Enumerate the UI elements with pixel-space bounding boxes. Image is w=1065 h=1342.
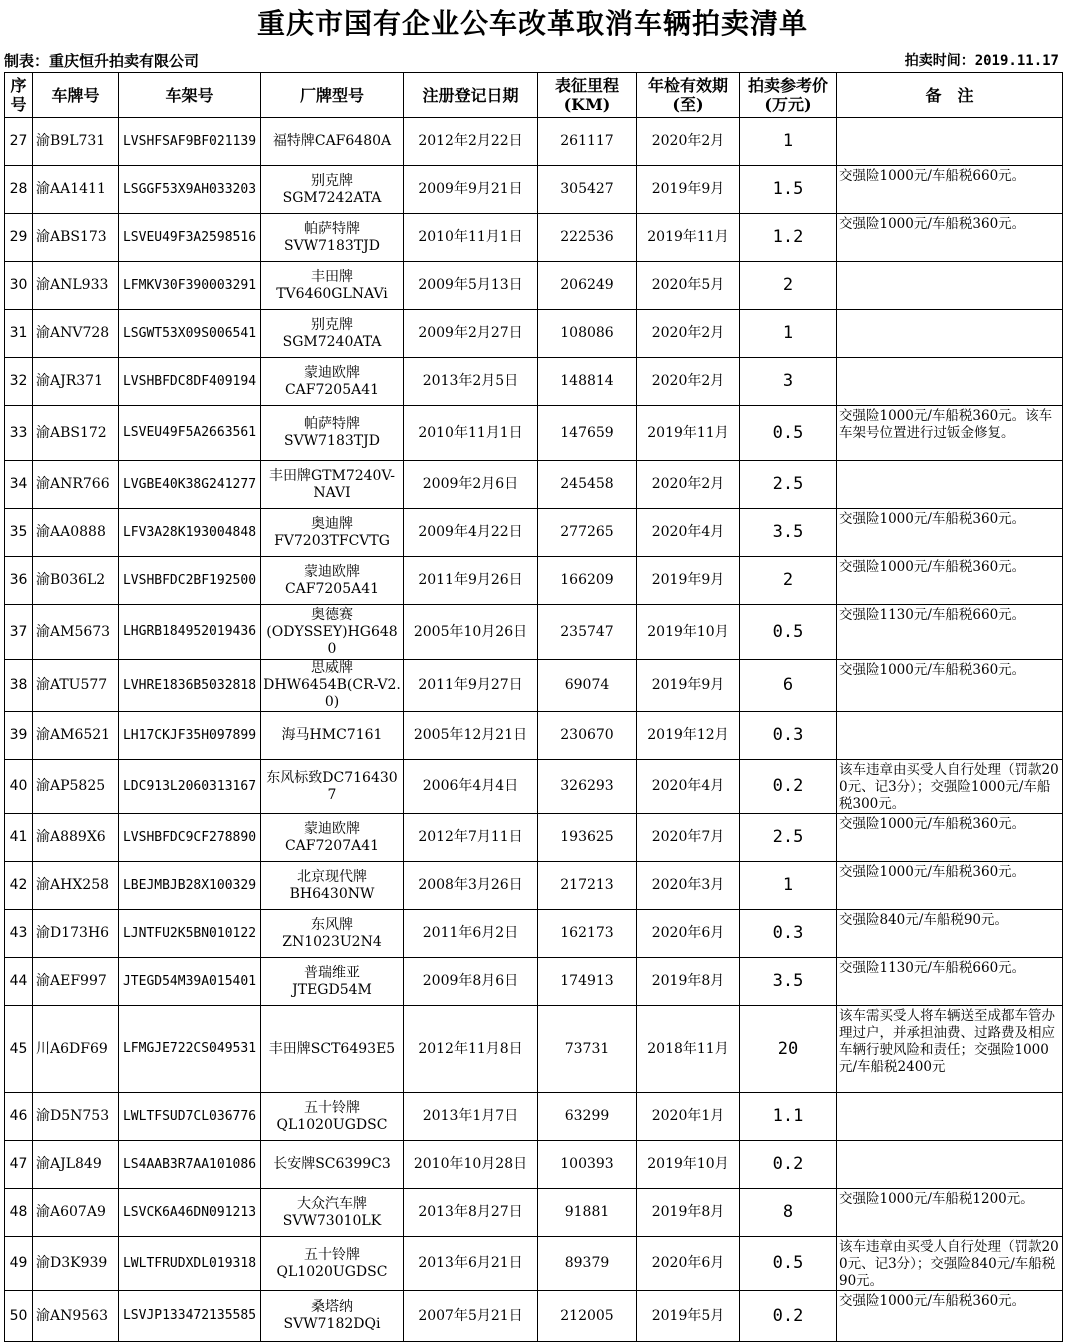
row-reg-date: 2013年1月7日: [404, 1093, 538, 1141]
row-reg-date: 2009年2月27日: [404, 310, 538, 358]
row-plate: 渝ANV728: [33, 310, 119, 358]
row-inspection: 2019年10月: [637, 1141, 740, 1189]
row-inspection: 2020年3月: [637, 862, 740, 910]
row-vin: LSGWT53X09S006541: [119, 310, 261, 358]
row-reg-date: 2009年9月21日: [404, 166, 538, 214]
row-inspection: 2019年8月: [637, 1189, 740, 1237]
row-vin: LVSHBFDC8DF409194: [119, 358, 261, 406]
row-inspection: 2019年9月: [637, 557, 740, 605]
row-seq: 33: [5, 406, 33, 461]
row-plate: 渝AJR371: [33, 358, 119, 406]
row-inspection: 2020年2月: [637, 118, 740, 166]
row-vin: LVHRE1836B5032818: [119, 660, 261, 712]
row-model: 桑塔纳 SVW7182DQi: [261, 1291, 404, 1342]
table-row: [5, 1006, 1063, 1093]
row-seq: 37: [5, 605, 33, 660]
row-inspection: 2020年4月: [637, 760, 740, 814]
row-reg-date: 2012年2月22日: [404, 118, 538, 166]
row-price: 2.5: [740, 814, 837, 862]
row-price: 0.3: [740, 712, 837, 760]
row-mileage: 217213: [538, 862, 637, 910]
row-seq: 32: [5, 358, 33, 406]
table-row: [5, 660, 1063, 712]
auction-time-label: 拍卖时间：2019.11.17: [904, 53, 1059, 69]
row-seq: 36: [5, 557, 33, 605]
col-header-model: 厂牌型号: [261, 73, 404, 118]
table-row: [5, 958, 1063, 1006]
table-row: [5, 118, 1063, 166]
row-plate: 渝A607A9: [33, 1189, 119, 1237]
row-model: 帕萨特牌 SVW7183TJD: [261, 406, 404, 461]
row-mileage: 89379: [538, 1237, 637, 1291]
col-header-vin: 车架号: [119, 73, 261, 118]
row-mileage: 230670: [538, 712, 637, 760]
row-seq: 50: [5, 1291, 33, 1342]
row-vin: LSVJP133472135585: [119, 1291, 261, 1342]
row-seq: 35: [5, 509, 33, 557]
row-model: 帕萨特牌 SVW7183TJD: [261, 214, 404, 262]
table-row: [5, 1093, 1063, 1141]
table-row: [5, 310, 1063, 358]
row-price: 8: [740, 1189, 837, 1237]
row-note: 交强险1000元/车船税360元。: [837, 509, 1063, 557]
row-inspection: 2018年11月: [637, 1006, 740, 1093]
row-model: 丰田牌SCT6493E5: [261, 1006, 404, 1093]
row-mileage: 193625: [538, 814, 637, 862]
row-mileage: 91881: [538, 1189, 637, 1237]
row-model: 蒙迪欧牌 CAF7205A41: [261, 557, 404, 605]
row-model: 五十铃牌 QL1020UGDSC: [261, 1237, 404, 1291]
row-seq: 46: [5, 1093, 33, 1141]
row-model: 思威牌 DHW6454B(CR-V2.0): [261, 660, 404, 712]
row-vin: LVSHBFDC2BF192500: [119, 557, 261, 605]
row-note: 交强险1000元/车船税660元。: [837, 166, 1063, 214]
row-vin: LWLTFRUDXDL019318: [119, 1237, 261, 1291]
row-inspection: 2019年9月: [637, 166, 740, 214]
row-reg-date: 2013年6月21日: [404, 1237, 538, 1291]
row-seq: 39: [5, 712, 33, 760]
row-vin: LWLTFSUD7CL036776: [119, 1093, 261, 1141]
row-reg-date: 2005年10月26日: [404, 605, 538, 660]
row-plate: 渝AM6521: [33, 712, 119, 760]
row-note: [837, 1093, 1063, 1141]
row-mileage: 147659: [538, 406, 637, 461]
row-model: 蒙迪欧牌 CAF7205A41: [261, 358, 404, 406]
row-vin: LDC913L2060313167: [119, 760, 261, 814]
row-price: 1: [740, 118, 837, 166]
row-price: 0.5: [740, 1237, 837, 1291]
row-vin: LVGBE40K38G241277: [119, 461, 261, 509]
row-plate: 渝AP5825: [33, 760, 119, 814]
row-note: 交强险1000元/车船税360元。: [837, 660, 1063, 712]
row-note: 交强险1000元/车船税360元。: [837, 862, 1063, 910]
col-header-reg-date: 注册登记日期: [404, 73, 538, 118]
row-price: 1: [740, 310, 837, 358]
table-row: [5, 605, 1063, 660]
table-row: [5, 1189, 1063, 1237]
row-seq: 30: [5, 262, 33, 310]
row-note: [837, 262, 1063, 310]
row-note: 交强险840元/车船税90元。: [837, 910, 1063, 958]
row-note: 该车违章由买受人自行处理（罚款200元、记3分）；交强险1000元/车船税300元。: [837, 760, 1063, 814]
table-row: [5, 712, 1063, 760]
row-model: 北京现代牌 BH6430NW: [261, 862, 404, 910]
row-seq: 43: [5, 910, 33, 958]
row-mileage: 245458: [538, 461, 637, 509]
row-inspection: 2019年10月: [637, 605, 740, 660]
row-plate: 渝B9L731: [33, 118, 119, 166]
row-note: 交强险1000元/车船税360元。: [837, 557, 1063, 605]
row-plate: 渝ANL933: [33, 262, 119, 310]
row-plate: 渝D173H6: [33, 910, 119, 958]
row-plate: 渝AJL849: [33, 1141, 119, 1189]
row-mileage: 212005: [538, 1291, 637, 1342]
row-seq: 47: [5, 1141, 33, 1189]
row-price: 3.5: [740, 509, 837, 557]
row-plate: 渝D5N753: [33, 1093, 119, 1141]
row-mileage: 261117: [538, 118, 637, 166]
row-price: 0.5: [740, 406, 837, 461]
row-mileage: 108086: [538, 310, 637, 358]
table-row: [5, 406, 1063, 461]
row-inspection: 2020年2月: [637, 358, 740, 406]
row-model: 奥迪牌 FV7203TFCVTG: [261, 509, 404, 557]
row-price: 0.2: [740, 1291, 837, 1342]
row-price: 2: [740, 262, 837, 310]
row-vin: LFMGJE722CS049531: [119, 1006, 261, 1093]
row-seq: 31: [5, 310, 33, 358]
row-model: 丰田牌GTM7240V-NAVI: [261, 461, 404, 509]
row-note: [837, 358, 1063, 406]
row-reg-date: 2010年10月28日: [404, 1141, 538, 1189]
row-mileage: 206249: [538, 262, 637, 310]
row-vin: LSVCK6A46DN091213: [119, 1189, 261, 1237]
row-plate: 渝AA1411: [33, 166, 119, 214]
row-reg-date: 2013年8月27日: [404, 1189, 538, 1237]
table-row: [5, 358, 1063, 406]
table-row: [5, 814, 1063, 862]
row-seq: 44: [5, 958, 33, 1006]
row-note: 交强险1130元/车船税660元。: [837, 958, 1063, 1006]
row-inspection: 2019年11月: [637, 406, 740, 461]
row-plate: 渝ATU577: [33, 660, 119, 712]
row-seq: 48: [5, 1189, 33, 1237]
row-price: 1: [740, 862, 837, 910]
row-note: 交强险1000元/车船税1200元。: [837, 1189, 1063, 1237]
table-row: [5, 910, 1063, 958]
row-plate: 渝ANR766: [33, 461, 119, 509]
row-seq: 38: [5, 660, 33, 712]
row-reg-date: 2010年11月1日: [404, 406, 538, 461]
row-price: 0.5: [740, 605, 837, 660]
col-header-inspection: 年检有效期 (至): [637, 73, 740, 118]
row-plate: 渝AM5673: [33, 605, 119, 660]
col-header-mileage: 表征里程 (KM): [538, 73, 637, 118]
row-model: 东风牌 ZN1023U2N4: [261, 910, 404, 958]
row-price: 0.3: [740, 910, 837, 958]
row-model: 长安牌SC6399C3: [261, 1141, 404, 1189]
table-row: [5, 1141, 1063, 1189]
table-row: [5, 461, 1063, 509]
row-mileage: 235747: [538, 605, 637, 660]
row-vin: LH17CKJF35H097899: [119, 712, 261, 760]
col-header-seq: 序 号: [5, 73, 33, 118]
row-reg-date: 2009年5月13日: [404, 262, 538, 310]
row-vin: LVSHBFDC9CF278890: [119, 814, 261, 862]
row-vin: LVSHFSAF9BF021139: [119, 118, 261, 166]
row-vin: LSVEU49F5A2663561: [119, 406, 261, 461]
row-inspection: 2019年5月: [637, 1291, 740, 1342]
row-note: [837, 461, 1063, 509]
row-note: [837, 118, 1063, 166]
table-row: [5, 1237, 1063, 1291]
table-row: [5, 262, 1063, 310]
row-price: 0.2: [740, 760, 837, 814]
row-mileage: 73731: [538, 1006, 637, 1093]
row-reg-date: 2011年6月2日: [404, 910, 538, 958]
col-header-price: 拍卖参考价 (万元): [740, 73, 837, 118]
row-mileage: 100393: [538, 1141, 637, 1189]
row-price: 1.2: [740, 214, 837, 262]
row-mileage: 63299: [538, 1093, 637, 1141]
row-mileage: 222536: [538, 214, 637, 262]
row-model: 别克牌 SGM7242ATA: [261, 166, 404, 214]
row-model: 普瑞维亚 JTEGD54M: [261, 958, 404, 1006]
row-mileage: 162173: [538, 910, 637, 958]
row-vin: LJNTFU2K5BN010122: [119, 910, 261, 958]
row-inspection: 2020年2月: [637, 310, 740, 358]
row-reg-date: 2009年4月22日: [404, 509, 538, 557]
row-inspection: 2019年8月: [637, 958, 740, 1006]
row-note: 交强险1000元/车船税360元。该车车架号位置进行过钣金修复。: [837, 406, 1063, 461]
row-reg-date: 2007年5月21日: [404, 1291, 538, 1342]
table-row: [5, 557, 1063, 605]
row-plate: 渝ABS173: [33, 214, 119, 262]
row-vin: LBEJMBJB28X100329: [119, 862, 261, 910]
row-vin: LFV3A28K193004848: [119, 509, 261, 557]
row-inspection: 2020年7月: [637, 814, 740, 862]
row-seq: 41: [5, 814, 33, 862]
row-vin: LHGRB184952019436: [119, 605, 261, 660]
table-row: [5, 760, 1063, 814]
table-row: [5, 1291, 1063, 1342]
row-note: 交强险1000元/车船税360元。: [837, 814, 1063, 862]
row-model: 海马HMC7161: [261, 712, 404, 760]
row-note: [837, 310, 1063, 358]
row-model: 别克牌 SGM7240ATA: [261, 310, 404, 358]
row-plate: 渝A889X6: [33, 814, 119, 862]
row-seq: 49: [5, 1237, 33, 1291]
row-price: 3: [740, 358, 837, 406]
row-reg-date: 2012年11月8日: [404, 1006, 538, 1093]
row-plate: 渝AN9563: [33, 1291, 119, 1342]
row-plate: 渝ABS172: [33, 406, 119, 461]
table-row: [5, 509, 1063, 557]
row-inspection: 2020年6月: [637, 910, 740, 958]
row-note: [837, 712, 1063, 760]
row-inspection: 2019年12月: [637, 712, 740, 760]
row-seq: 27: [5, 118, 33, 166]
row-reg-date: 2009年8月6日: [404, 958, 538, 1006]
row-seq: 42: [5, 862, 33, 910]
row-mileage: 277265: [538, 509, 637, 557]
row-price: 2.5: [740, 461, 837, 509]
row-inspection: 2020年6月: [637, 1237, 740, 1291]
row-reg-date: 2013年2月5日: [404, 358, 538, 406]
row-model: 福特牌CAF6480A: [261, 118, 404, 166]
row-model: 丰田牌 TV6460GLNAVi: [261, 262, 404, 310]
row-seq: 29: [5, 214, 33, 262]
row-reg-date: 2008年3月26日: [404, 862, 538, 910]
maker-label: 制表：重庆恒升拍卖有限公司: [4, 52, 200, 70]
row-seq: 45: [5, 1006, 33, 1093]
row-plate: 渝AHX258: [33, 862, 119, 910]
row-plate: 渝AEF997: [33, 958, 119, 1006]
row-model: 五十铃牌 QL1020UGDSC: [261, 1093, 404, 1141]
row-inspection: 2020年5月: [637, 262, 740, 310]
row-reg-date: 2009年2月6日: [404, 461, 538, 509]
row-mileage: 69074: [538, 660, 637, 712]
row-price: 0.2: [740, 1141, 837, 1189]
row-plate: 渝B036L2: [33, 557, 119, 605]
document-title: 重庆市国有企业公车改革取消车辆拍卖清单: [256, 7, 808, 40]
row-price: 20: [740, 1006, 837, 1093]
row-note: 该车需买受人将车辆送至成都车管办理过户，并承担油费、过路费及相应车辆行驶风险和责任；交强险1000元/车船税2400元: [837, 1006, 1063, 1093]
row-mileage: 305427: [538, 166, 637, 214]
row-inspection: 2020年4月: [637, 509, 740, 557]
row-mileage: 326293: [538, 760, 637, 814]
row-vin: LFMKV30F390003291: [119, 262, 261, 310]
row-plate: 川A6DF69: [33, 1006, 119, 1093]
row-mileage: 148814: [538, 358, 637, 406]
row-note: [837, 1141, 1063, 1189]
row-reg-date: 2005年12月21日: [404, 712, 538, 760]
auction-vehicle-table: [4, 72, 1063, 1342]
row-reg-date: 2010年11月1日: [404, 214, 538, 262]
table-row: [5, 862, 1063, 910]
row-price: 6: [740, 660, 837, 712]
row-model: 奥德赛 (ODYSSEY)HG6480: [261, 605, 404, 660]
row-model: 东风标致DC7164307: [261, 760, 404, 814]
row-inspection: 2020年2月: [637, 461, 740, 509]
row-seq: 28: [5, 166, 33, 214]
col-header-note: 备 注: [837, 73, 1063, 118]
row-vin: LS4AAB3R7AA101086: [119, 1141, 261, 1189]
row-reg-date: 2006年4月4日: [404, 760, 538, 814]
row-reg-date: 2012年7月11日: [404, 814, 538, 862]
row-mileage: 166209: [538, 557, 637, 605]
row-vin: LSVEU49F3A2598516: [119, 214, 261, 262]
row-reg-date: 2011年9月27日: [404, 660, 538, 712]
row-note: 该车违章由买受人自行处理（罚款200元、记3分）；交强险840元/车船税90元。: [837, 1237, 1063, 1291]
row-vin: LSGGF53X9AH033203: [119, 166, 261, 214]
row-seq: 40: [5, 760, 33, 814]
row-price: 3.5: [740, 958, 837, 1006]
row-model: 大众汽车牌 SVW73010LK: [261, 1189, 404, 1237]
row-note: 交强险1000元/车船税360元。: [837, 214, 1063, 262]
row-reg-date: 2011年9月26日: [404, 557, 538, 605]
table-header-row: [5, 73, 1063, 118]
row-plate: 渝D3K939: [33, 1237, 119, 1291]
row-note: 交强险1130元/车船税660元。: [837, 605, 1063, 660]
table-row: [5, 214, 1063, 262]
row-price: 2: [740, 557, 837, 605]
row-inspection: 2019年9月: [637, 660, 740, 712]
table-row: [5, 166, 1063, 214]
col-header-plate: 车牌号: [33, 73, 119, 118]
row-mileage: 174913: [538, 958, 637, 1006]
row-vin: JTEGD54M39A015401: [119, 958, 261, 1006]
row-inspection: 2019年11月: [637, 214, 740, 262]
row-inspection: 2020年1月: [637, 1093, 740, 1141]
row-price: 1.5: [740, 166, 837, 214]
row-model: 蒙迪欧牌 CAF7207A41: [261, 814, 404, 862]
row-note: 交强险1000元/车船税360元。: [837, 1291, 1063, 1342]
row-plate: 渝AA0888: [33, 509, 119, 557]
row-seq: 34: [5, 461, 33, 509]
row-price: 1.1: [740, 1093, 837, 1141]
